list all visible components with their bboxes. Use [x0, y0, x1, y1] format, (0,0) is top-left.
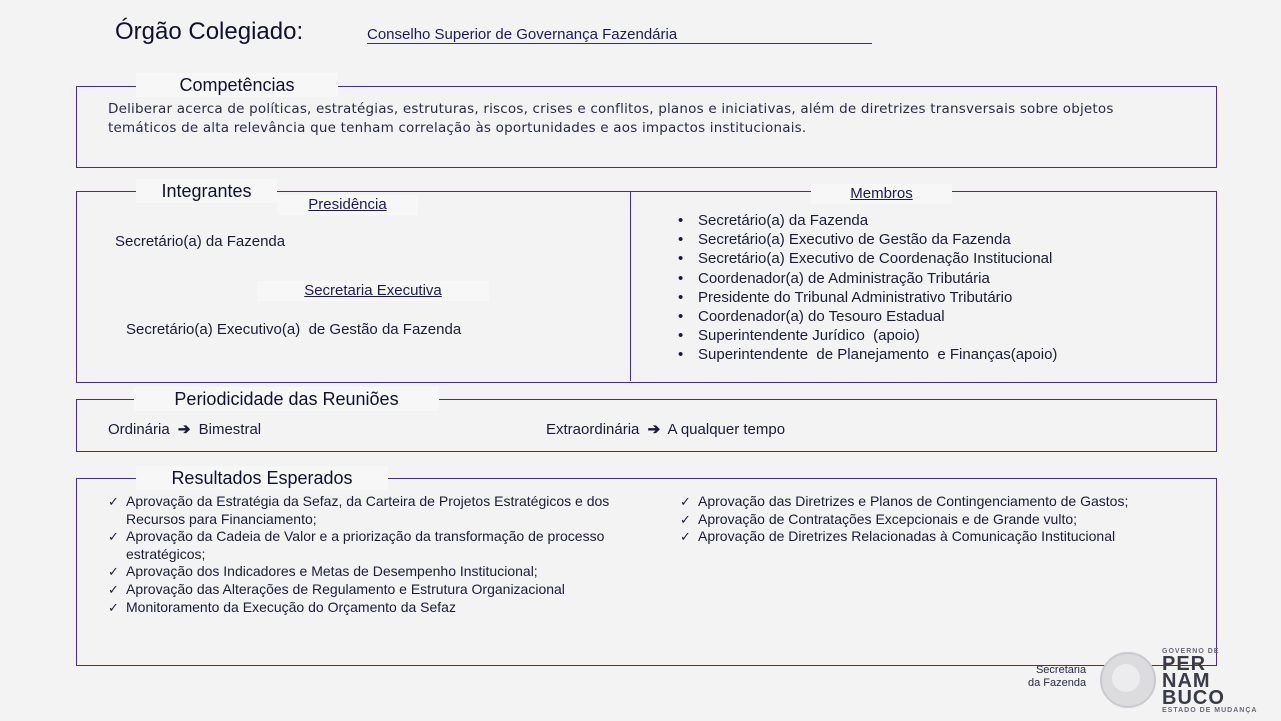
check-icon: ✓ [680, 529, 691, 545]
membros-heading: Membros [811, 184, 952, 204]
list-item: ✓ Aprovação da Estratégia da Sefaz, da Carteira de Projetos Estratégicos e dos Recursos para Financiamento; [108, 493, 610, 527]
secretaria-value: Secretário(a) Executivo(a) de Gestão da Fazenda [126, 321, 462, 338]
list-item: • Secretário(a) Executivo de Coordenação Institucional [678, 249, 1057, 268]
ordinaria-label: Ordinária [108, 421, 170, 438]
check-icon: ✓ [680, 511, 691, 527]
pernambuco-logo: GOVERNO DE PER NAM BUCO ESTADO DE MUDANÇA [1162, 648, 1258, 714]
list-item: • Superintendente Jurídico (apoio) [678, 326, 1057, 345]
resultados-heading: Resultados Esperados [136, 466, 388, 490]
membros-list [678, 211, 1057, 365]
periodicidade-heading: Periodicidade das Reuniões [134, 387, 439, 411]
list-item: • Coordenador(a) do Tesouro Estadual [678, 307, 1057, 326]
secretaria-footer-label: Secretaria da Fazenda [1028, 664, 1087, 689]
extraordinaria-label: Extraordinária [546, 421, 640, 438]
arrow-right-icon: ➔ [647, 421, 661, 438]
extraordinaria-value: A qualquer tempo [667, 421, 786, 438]
integrantes-heading: Integrantes [136, 179, 277, 203]
competencias-text: Deliberar acerca de políticas, estratégias, estruturas, riscos, crises e conflitos, planos e iniciativas, além de diretrizes transversais sobre objetos temáticos de alta relevância que tenham correlação às oportunidades e aos impactos institucionais. [108, 101, 1114, 136]
list-item: • Presidente do Tribunal Administrativo Tributário [678, 288, 1057, 307]
resultados-left-list [108, 493, 648, 616]
integrantes-divider [630, 191, 631, 381]
ordinaria-row [108, 420, 261, 438]
check-icon: ✓ [108, 494, 119, 509]
list-item: • Coordenador(a) de Administração Tributária [678, 269, 1057, 288]
list-item: ✓ Aprovação da Cadeia de Valor e a priorização da transformação de processo estratégicos; [108, 528, 605, 562]
presidencia-value: Secretário(a) da Fazenda [115, 233, 286, 250]
list-item: ✓ Aprovação de Contratações Excepcionais e de Grande vulto; [680, 510, 1078, 527]
arrow-right-icon: ➔ [177, 421, 191, 438]
resultados-right-list [680, 493, 1200, 546]
list-item: ✓ Aprovação das Diretrizes e Planos de Contingenciamento de Gastos; [680, 493, 1129, 509]
list-item: • Superintendente de Planejamento e Finanças(apoio) [678, 345, 1057, 364]
secretaria-heading: Secretaria Executiva [257, 281, 489, 301]
check-icon: ✓ [108, 529, 119, 545]
ordinaria-value: Bimestral [198, 421, 262, 438]
list-item: ✓ Monitoramento da Execução do Orçamento da Sefaz [108, 598, 456, 615]
competencias-heading: Competências [136, 73, 338, 97]
list-item: ✓ Aprovação das Alterações de Regulamento e Estrutura Organizacional [108, 580, 565, 597]
list-item: • Secretário(a) Executivo de Gestão da Fazenda [678, 230, 1057, 249]
extraordinaria-row [546, 420, 785, 438]
check-icon: ✓ [108, 564, 119, 580]
list-item: ✓ Aprovação de Diretrizes Relacionadas à Comunicação Institucional [680, 528, 1116, 545]
state-seal-center [1112, 664, 1140, 692]
orgao-name: Conselho Superior de Governança Fazendária [367, 26, 872, 44]
list-item: • Secretário(a) da Fazenda [678, 211, 1057, 230]
page-title: Órgão Colegiado: [115, 18, 304, 45]
presidencia-heading: Presidência [277, 195, 418, 215]
check-icon: ✓ [680, 494, 691, 509]
check-icon: ✓ [108, 599, 119, 615]
check-icon: ✓ [108, 581, 119, 597]
list-item: ✓ Aprovação dos Indicadores e Metas de Desempenho Institucional; [108, 563, 538, 580]
